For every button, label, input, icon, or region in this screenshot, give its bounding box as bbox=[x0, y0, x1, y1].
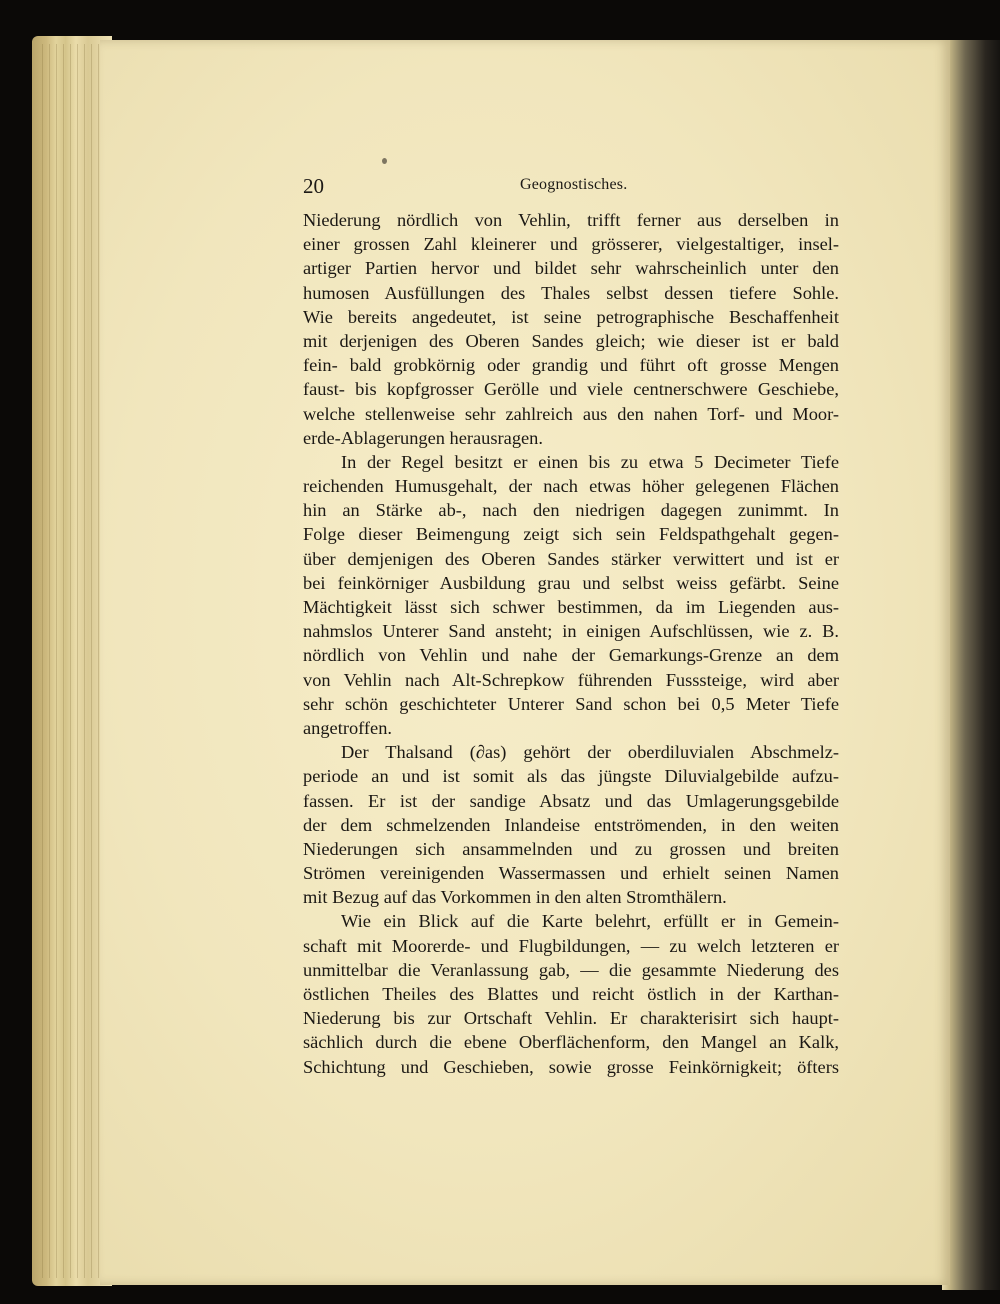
text-line: schaft mit Moorerde- und Flugbildungen, — zu welch letzteren er bbox=[303, 935, 839, 956]
text-line: erde-Ablagerungen herausragen. bbox=[303, 427, 543, 448]
text-line: humosen Ausfüllungen des Thales selbst dessen tiefere Sohle. bbox=[303, 282, 839, 303]
text-line: nahmslos Unterer Sand ansteht; in einigen Aufschlüssen, wie z. B. bbox=[303, 621, 839, 642]
binding-edge bbox=[942, 40, 1000, 1290]
text-line: hin an Stärke ab-, nach den niedrigen dagegen zunimmt. In bbox=[303, 500, 839, 521]
text-line: Wie bereits angedeutet, ist seine petrographische Beschaffenheit bbox=[303, 306, 839, 327]
text-line: der dem schmelzenden Inlandeise entströmenden, in den weiten bbox=[303, 814, 839, 835]
text-line: faust- bis kopfgrosser Gerölle und viele centnerschwere Geschiebe, bbox=[303, 379, 839, 400]
text-line: Niederungen sich ansammelnden und zu grossen und breiten bbox=[303, 838, 839, 859]
text-line: Mächtigkeit lässt sich schwer bestimmen, da im Liegenden aus- bbox=[303, 597, 839, 617]
text-line: In der Regel besitzt er einen bis zu etwa 5 Decimeter Tiefe bbox=[341, 451, 839, 472]
text-line: unmittelbar die Veranlassung gab, — die gesammte Niederung des bbox=[303, 959, 839, 980]
text-line: sächlich durch die ebene Oberflächenform, den Mangel an Kalk, bbox=[303, 1032, 839, 1053]
text-line: mit derjenigen des Oberen Sandes gleich; wie dieser ist er bald bbox=[303, 330, 839, 351]
text-line: angetroffen. bbox=[303, 717, 393, 738]
text-line: Schichtung und Geschieben, sowie grosse Feinkörnigkeit; öfters bbox=[303, 1056, 839, 1077]
text-line: östlichen Theiles des Blattes und reicht östlich in der Karthan- bbox=[303, 984, 839, 1004]
text-line: nördlich von Vehlin und nahe der Gemarkungs-Grenze an dem bbox=[303, 645, 839, 666]
text-line: artiger Partien hervor und bildet sehr wahrscheinlich unter den bbox=[303, 258, 839, 279]
text-line: fein- bald grobkörnig oder grandig und führt oft grosse Mengen bbox=[303, 355, 839, 376]
text-line: periode an und ist somit als das jüngste Diluvialgebilde aufzu- bbox=[303, 766, 839, 787]
text-line: fassen. Er ist der sandige Absatz und das Umlagerungsgebilde bbox=[303, 790, 839, 811]
text-line: Niederung bis zur Ortschaft Vehlin. Er charakterisirt sich haupt- bbox=[303, 1008, 839, 1029]
body-text bbox=[303, 208, 839, 1079]
text-line: welche stellenweise sehr zahlreich aus den nahen Torf- und Moor- bbox=[303, 403, 839, 424]
text-line: reichenden Humusgehalt, der nach etwas höher gelegenen Flächen bbox=[303, 476, 839, 497]
text-line: bei feinkörniger Ausbildung grau und selbst weiss gefärbt. Seine bbox=[303, 572, 839, 593]
text-line: Strömen vereinigenden Wassermassen und erhielt seinen Namen bbox=[303, 863, 839, 884]
running-head: Geognostisches. bbox=[520, 176, 628, 193]
text-line: Der Thalsand (∂as) gehört der oberdiluvialen Abschmelz- bbox=[341, 742, 839, 763]
text-line: Wie ein Blick auf die Karte belehrt, erfüllt er in Gemein- bbox=[341, 911, 839, 932]
text-line: sehr schön geschichteter Unterer Sand schon bei 0,5 Meter Tiefe bbox=[303, 693, 839, 714]
text-line: Folge dieser Beimengung zeigt sich sein Feldspathgehalt gegen- bbox=[303, 524, 839, 545]
text-line: über demjenigen des Oberen Sandes stärker verwittert und ist er bbox=[303, 548, 839, 569]
page-number: 20 bbox=[303, 174, 324, 198]
page-header bbox=[303, 172, 839, 202]
ink-spot bbox=[382, 158, 387, 164]
text-line: mit Bezug auf das Vorkommen in den alten Stromthälern. bbox=[303, 887, 727, 908]
text-line: von Vehlin nach Alt-Schrepkow führenden Fusssteige, wird aber bbox=[303, 669, 839, 690]
text-line: Niederung nördlich von Vehlin, trifft ferner aus derselben in bbox=[303, 210, 839, 230]
text-line: einer grossen Zahl kleinerer und grösserer, vielgestaltiger, insel- bbox=[303, 234, 839, 255]
